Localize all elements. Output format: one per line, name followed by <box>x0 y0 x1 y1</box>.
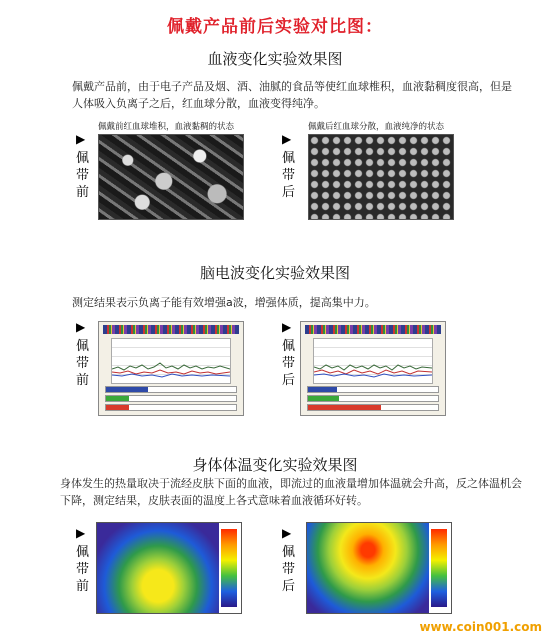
section-title-blood: 血液变化实验效果图 <box>207 50 343 68</box>
after-label-eeg: 佩带后 <box>282 339 296 388</box>
eeg-bar-2 <box>105 395 237 402</box>
arrow-icon: ▶ <box>76 132 86 146</box>
before-label-thermal: 佩带前 <box>76 545 90 594</box>
thermal-body <box>307 523 429 613</box>
section-title-eeg: 脑电波变化实验效果图 <box>199 264 350 282</box>
eeg-after-panel <box>300 321 446 416</box>
after-label-thermal: 佩带后 <box>282 545 296 594</box>
section-description-thermal: 身体发生的热量取决于流经皮肤下面的血液，即流过的血液量增加体温就会升高，反之体温机会下降，测定结果，皮肤表面的温度上各式意味着血液循环好转。 <box>60 477 522 507</box>
after-label-blood: 佩带后 <box>282 151 296 200</box>
before-label-blood: 佩带前 <box>76 151 90 200</box>
eeg-plot <box>313 338 433 384</box>
thermal-after-image <box>306 522 452 614</box>
arrow-icon: ▶ <box>76 526 86 540</box>
eeg-band-strip <box>305 325 441 334</box>
arrow-icon: ▶ <box>76 320 86 334</box>
thermal-scale <box>221 529 237 607</box>
arrow-icon: ▶ <box>282 132 292 146</box>
thermal-body <box>97 523 219 613</box>
blood-before-image <box>98 134 244 220</box>
eeg-waveform <box>314 339 432 383</box>
eeg-bar-3 <box>307 404 439 411</box>
arrow-icon: ▶ <box>282 526 292 540</box>
eeg-bar-1 <box>105 386 237 393</box>
arrow-icon: ▶ <box>282 320 292 334</box>
section-description-blood: 佩戴产品前，由于电子产品及烟、酒、油腻的食品等使红血球椎积，血液黏稠度很高，但是人体吸入负离子之后，红血球分散，血液变得纯净。 <box>72 80 512 110</box>
eeg-band-strip <box>103 325 239 334</box>
watermark: www.coin001.com <box>419 620 542 634</box>
thermal-scale <box>431 529 447 607</box>
page-title: 佩戴产品前后实验对比图： <box>167 17 383 37</box>
eeg-bar-3 <box>105 404 237 411</box>
before-caption-blood: 佩戴前红血球堆积，血液黏稠的状态 <box>98 122 235 132</box>
eeg-bar-2 <box>307 395 439 402</box>
eeg-before-panel <box>98 321 244 416</box>
section-description-eeg: 测定结果表示负离子能有效增强a波，增强体质，提高集中力。 <box>72 296 376 309</box>
thermal-before-image <box>96 522 242 614</box>
blood-after-image <box>308 134 454 220</box>
eeg-bar-1 <box>307 386 439 393</box>
before-label-eeg: 佩带前 <box>76 339 90 388</box>
eeg-plot <box>111 338 231 384</box>
section-title-thermal: 身体体温变化实验效果图 <box>192 456 358 474</box>
eeg-waveform <box>112 339 230 383</box>
after-caption-blood: 佩戴后红血球分散，血液纯净的状态 <box>308 122 445 132</box>
